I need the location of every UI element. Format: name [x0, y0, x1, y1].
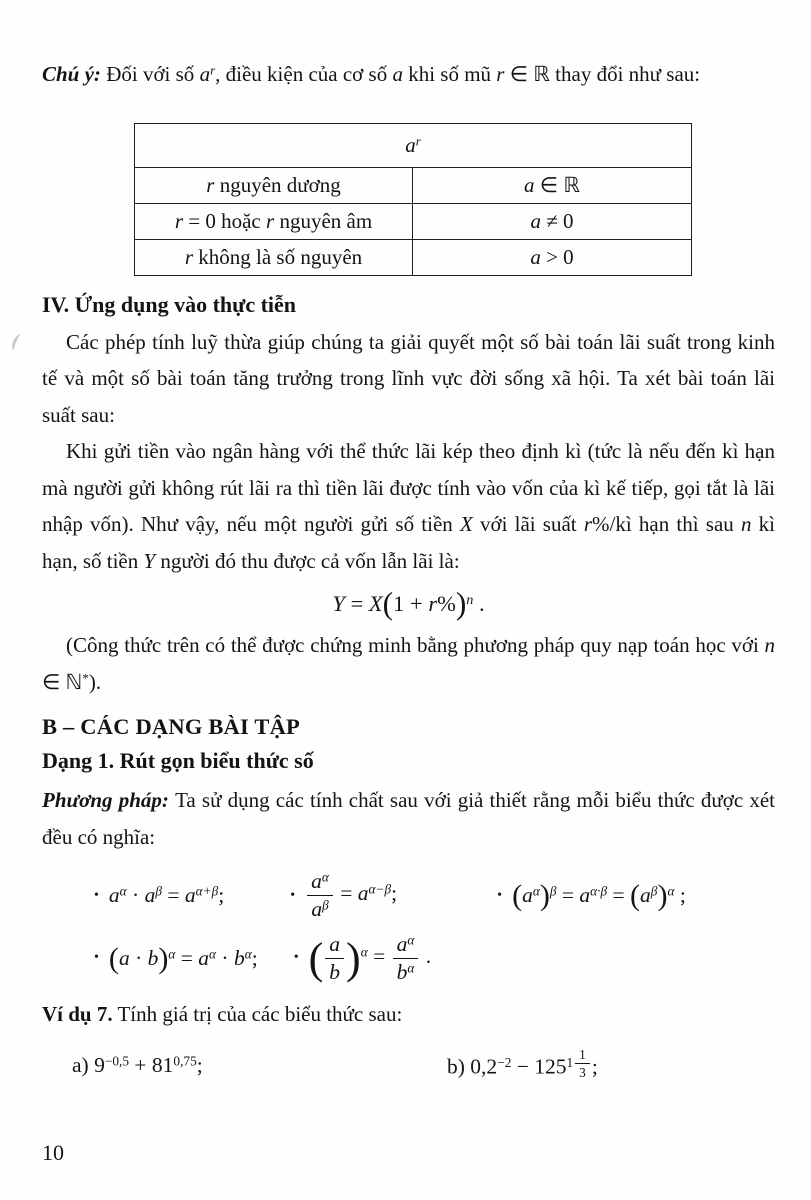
- value-cell: a ∈ ℝ: [413, 167, 692, 203]
- bullet-icon: •: [290, 887, 296, 903]
- compound-interest-formula: $Y = X(1 + r\%)^n$ .: [332, 586, 485, 622]
- table-row: [135, 239, 692, 275]
- dang1-heading: Dạng 1. Rút gọn biểu thức số: [42, 748, 314, 774]
- property-quotient-rule: [290, 869, 397, 921]
- example-item-b: b) $0,2^{-2} - 125^{1 \frac{1}{3}}$ ;: [447, 1046, 598, 1081]
- value-cell: a ≠ 0: [413, 203, 692, 239]
- example-heading: Ví dụ 7. Tính giá trị của các biểu thức sau:: [42, 1002, 403, 1027]
- property-formula: $\frac{a^\alpha}{a^\beta}$ = $a^{\alpha-\beta}$;: [305, 869, 397, 921]
- property-formula: $(a^\alpha)^\beta = a^{\alpha\cdot\beta} = (a^\beta)^\alpha$ ;: [512, 878, 686, 913]
- example-items-row: [72, 1047, 775, 1085]
- property-product-rule: [94, 883, 224, 908]
- section-heading-iv: IV. Ứng dụng vào thực tiễn: [42, 291, 297, 317]
- property-quotient-power-rule: [294, 932, 431, 984]
- table-header-row: [135, 123, 692, 167]
- table-row: [135, 203, 692, 239]
- condition-cell: r = 0 hoặc r nguyên âm: [135, 203, 413, 239]
- exponent-condition-table: [134, 123, 692, 276]
- bullet-icon: •: [293, 950, 299, 966]
- table-row: [135, 167, 692, 203]
- property-row-1: [42, 869, 775, 921]
- paragraph-induction-note: (Công thức trên có thể được chứng minh bằng phương pháp quy nạp toán học với n ∈ ℕ*).: [42, 633, 775, 694]
- value-cell: a > 0: [413, 239, 692, 275]
- bullet-icon: •: [94, 950, 99, 966]
- property-product-power-rule: [94, 940, 258, 975]
- property-formula: $a^\alpha \cdot a^\beta = a^{\alpha+\beta}$;: [108, 883, 225, 908]
- property-row-2: [42, 932, 775, 984]
- property-power-rule: [497, 878, 686, 913]
- method-paragraph: Phương pháp: Ta sử dụng các tính chất sau với giả thiết rằng mỗi biểu thức được xét đều có nghĩa:: [42, 788, 775, 849]
- table-header-cell: $a^r$: [135, 123, 692, 167]
- paragraph-compound-interest: Khi gửi tiền vào ngân hàng với thể thức lãi kép theo định kì (tức là nếu đến kì hạn mà người gửi không rút lãi ra thì tiền lãi được tính vào vốn của kì kế tiếp, gọi tắt là lãi nhập vốn). Như vậy, nếu một người gửi số tiền X với lãi suất r%/kì hạn thì sau n kì hạn, số tiền Y người đó thu được cả vốn lẫn lãi là:: [42, 439, 775, 573]
- note-paragraph: Chú ý: Đối với số $a^r$, điều kiện của cơ số a khi số mũ r ∈ ℝ thay đổi như sau:: [42, 62, 701, 86]
- paragraph-applications: Các phép tính luỹ thừa giúp chúng ta giải quyết một số bài toán lãi suất trong kinh tế và một số bài toán tăng trưởng trong lĩnh vực đời sống xã hội. Ta xét bài toán lãi suất sau:: [42, 329, 775, 427]
- bullet-icon: •: [497, 887, 503, 903]
- property-formula: $(a \cdot b)^\alpha = a^\alpha \cdot b^\alpha$;: [108, 940, 258, 975]
- condition-cell: r nguyên dương: [135, 167, 413, 203]
- example-item-a: a) $9^{-0,5} + 81^{0,75}$;: [72, 1052, 203, 1077]
- section-heading-b: B – CÁC DẠNG BÀI TẬP: [42, 714, 300, 740]
- condition-cell: r không là số nguyên: [135, 239, 413, 275]
- property-formula: ( $\frac{a}{b}$ )$^\alpha$ = $\frac{a^\alpha}{b^\alpha}$ .: [308, 931, 432, 984]
- scan-artifact: [10, 333, 24, 352]
- bullet-icon: •: [94, 887, 99, 903]
- page-number: 10: [42, 1140, 64, 1165]
